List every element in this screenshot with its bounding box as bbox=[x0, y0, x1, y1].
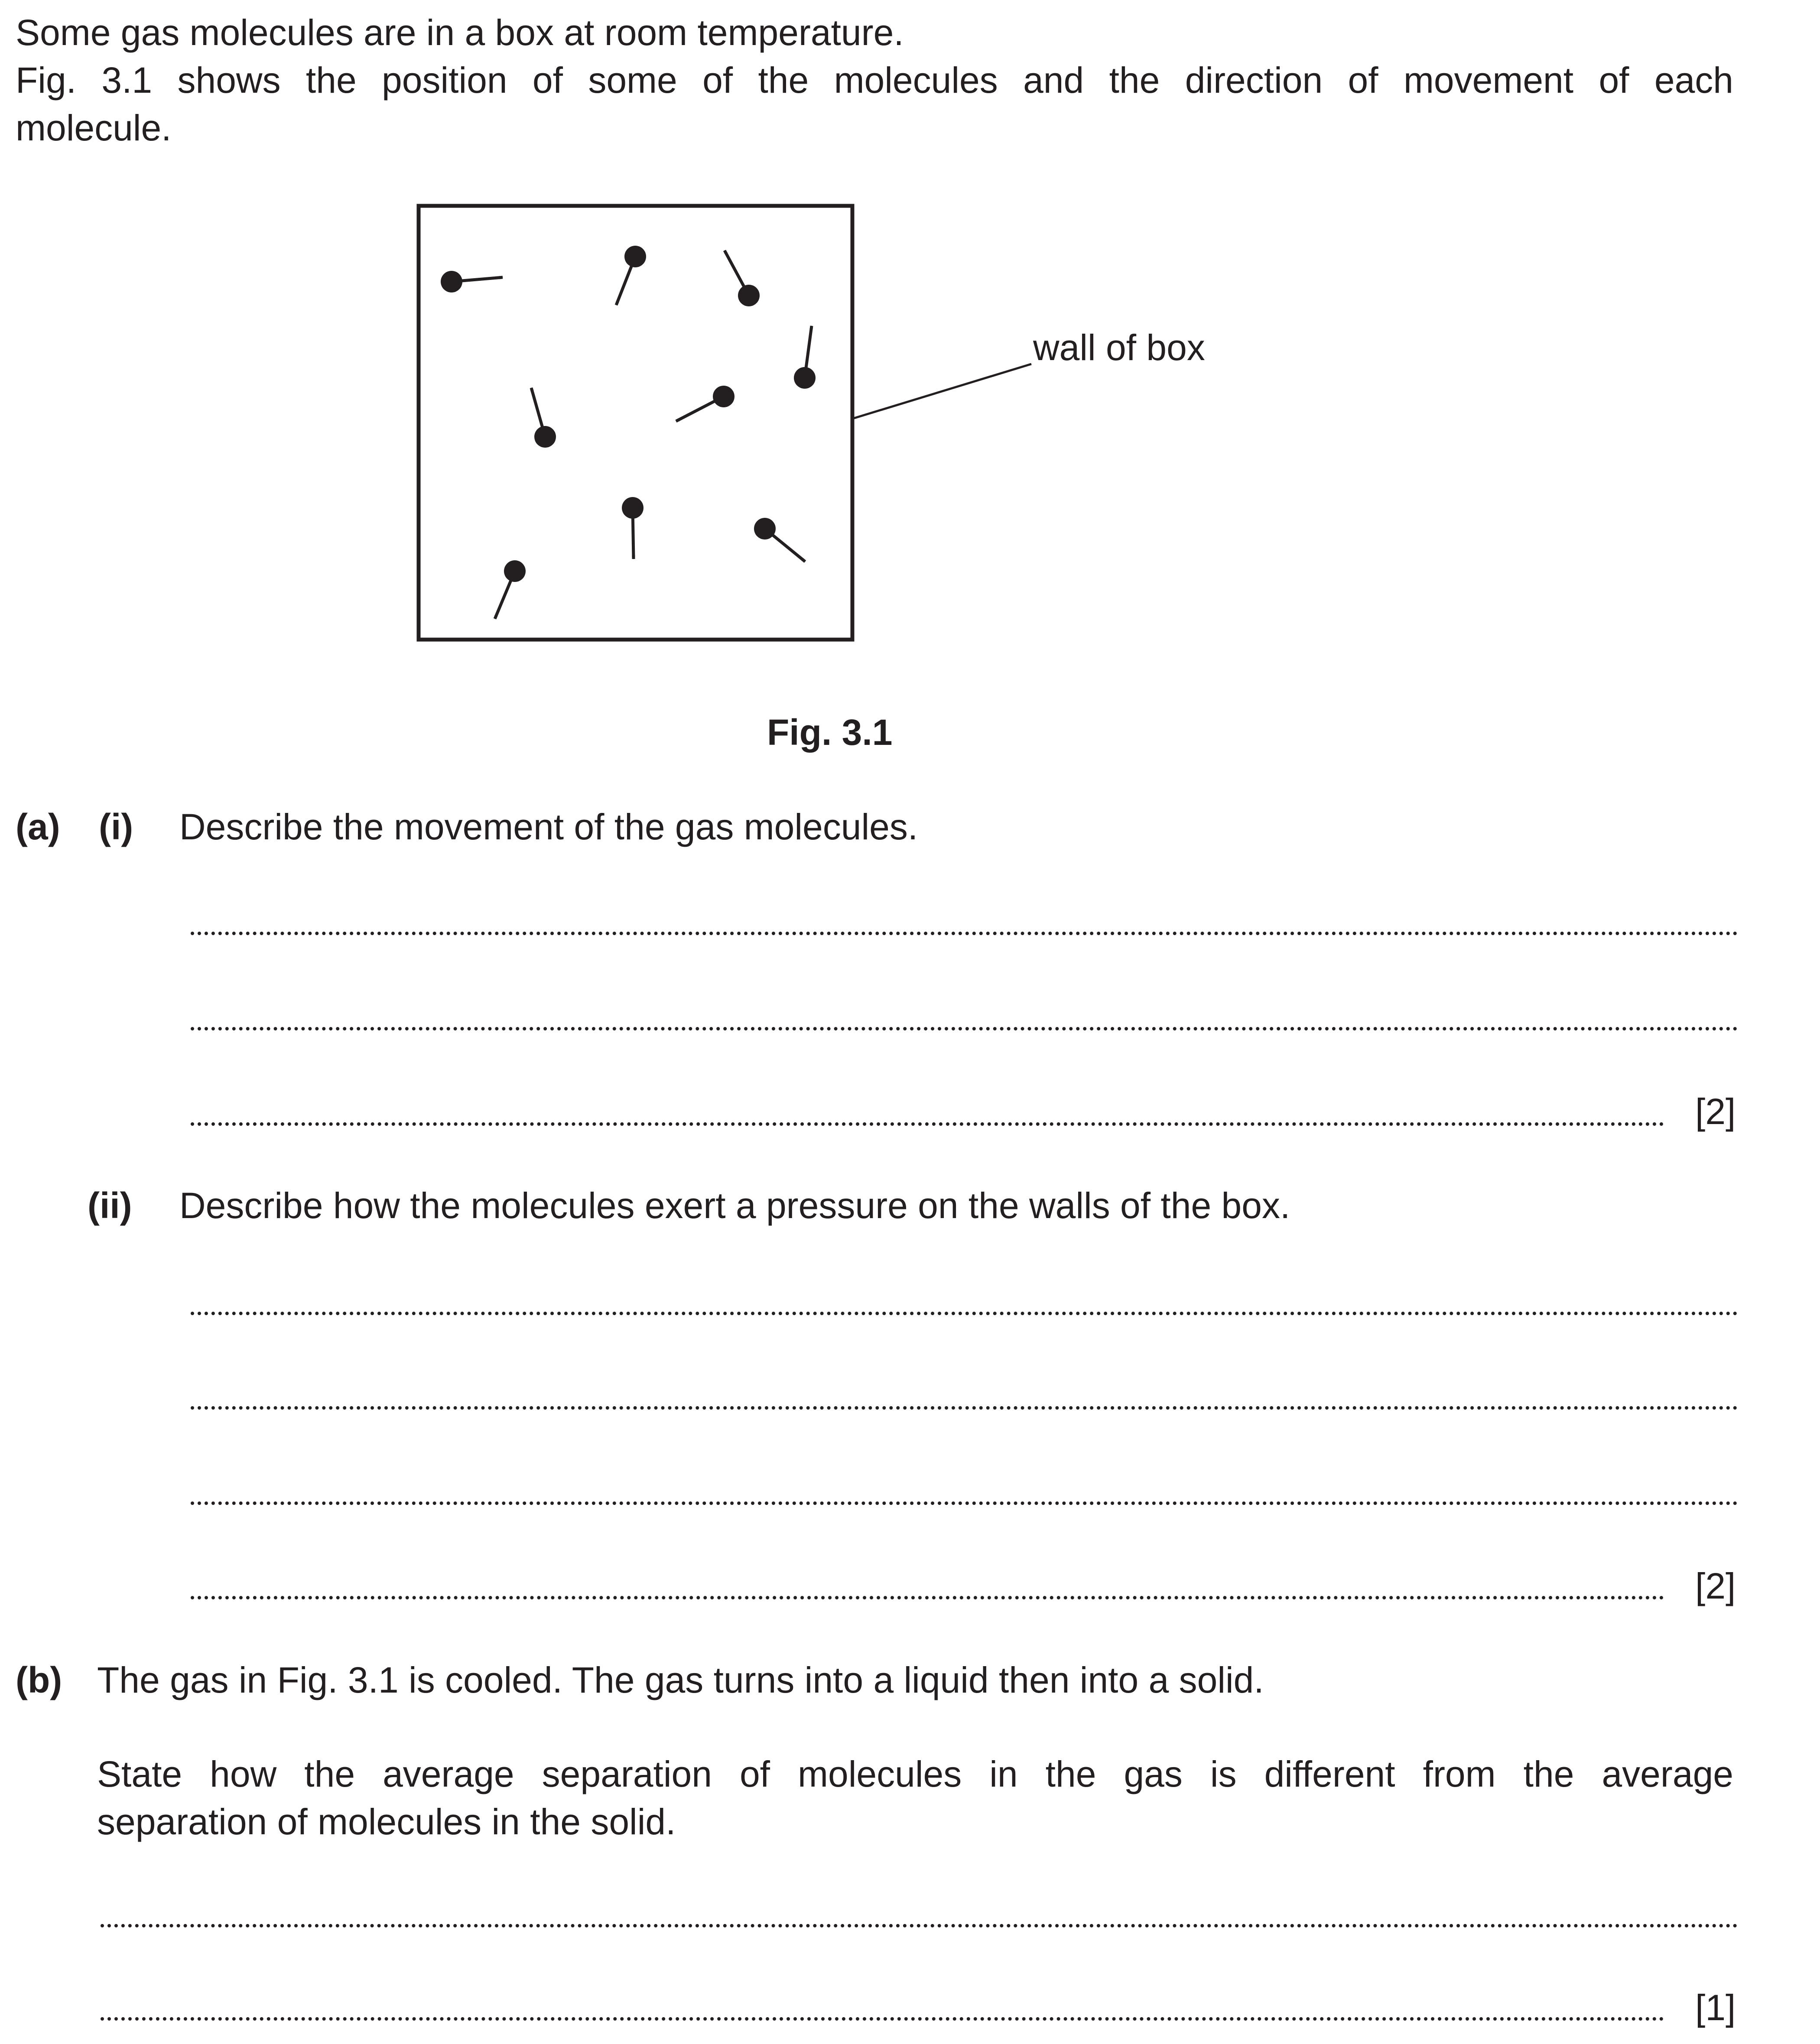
gas-molecule bbox=[794, 367, 816, 389]
gas-molecule bbox=[622, 497, 644, 519]
part-a-i-question: Describe the movement of the gas molecules. bbox=[179, 806, 918, 847]
answer-line[interactable] bbox=[191, 1596, 1664, 1599]
figure-3-1 bbox=[0, 0, 1820, 650]
answer-line[interactable] bbox=[101, 2017, 1664, 2021]
gas-molecule bbox=[713, 386, 734, 407]
marks-b: [1] bbox=[1695, 1987, 1736, 2028]
part-b-line-3: separation of molecules in the solid. bbox=[97, 1801, 676, 1842]
molecule-direction-arrow bbox=[531, 388, 543, 428]
marks-a-i: [2] bbox=[1695, 1091, 1736, 1132]
marks-a-ii: [2] bbox=[1695, 1566, 1736, 1606]
gas-molecule bbox=[504, 560, 526, 582]
wall-leader-line bbox=[854, 364, 1031, 418]
answer-line[interactable] bbox=[191, 932, 1738, 935]
gas-molecule bbox=[754, 518, 776, 539]
molecule-direction-arrow bbox=[772, 535, 805, 562]
wall-of-box-label: wall of box bbox=[1033, 327, 1205, 368]
molecule-direction-arrow bbox=[725, 250, 744, 287]
intro-line-2: Fig. 3.1 shows the position of some of the molecules and the direction of movement of each bbox=[16, 60, 1733, 101]
gas-molecule bbox=[441, 271, 462, 292]
molecule-direction-arrow bbox=[461, 277, 503, 281]
molecule-direction-arrow bbox=[806, 326, 812, 368]
gas-molecule bbox=[534, 426, 556, 448]
part-b-line-1: The gas in Fig. 3.1 is cooled. The gas turns into a liquid then into a solid. bbox=[97, 1660, 1264, 1700]
answer-line[interactable] bbox=[101, 1924, 1738, 1927]
part-b-label: (b) bbox=[16, 1660, 62, 1700]
answer-line[interactable] bbox=[191, 1406, 1738, 1410]
answer-line[interactable] bbox=[191, 1312, 1738, 1315]
part-a-ii-label: (ii) bbox=[88, 1185, 132, 1226]
answer-line[interactable] bbox=[191, 1122, 1664, 1126]
gas-molecule bbox=[624, 246, 646, 267]
box-wall bbox=[419, 206, 852, 640]
gas-molecules bbox=[441, 246, 816, 619]
molecule-direction-arrow bbox=[616, 265, 632, 305]
part-a-i-label: (i) bbox=[99, 806, 133, 847]
part-a-label: (a) bbox=[16, 806, 60, 847]
answer-line[interactable] bbox=[191, 1501, 1738, 1505]
molecule-direction-arrow bbox=[633, 517, 634, 559]
intro-line-3: molecule. bbox=[16, 107, 172, 148]
gas-molecule bbox=[738, 285, 760, 306]
part-a-ii-question: Describe how the molecules exert a pressure on the walls of the box. bbox=[179, 1185, 1290, 1226]
answer-line[interactable] bbox=[191, 1027, 1738, 1030]
figure-caption: Fig. 3.1 bbox=[767, 712, 893, 753]
molecule-direction-arrow bbox=[495, 580, 511, 619]
part-b-line-2: State how the average separation of molecules in the gas is different from the average bbox=[97, 1754, 1733, 1794]
molecule-direction-arrow bbox=[676, 401, 715, 421]
intro-line-1: Some gas molecules are in a box at room temperature. bbox=[16, 12, 904, 53]
